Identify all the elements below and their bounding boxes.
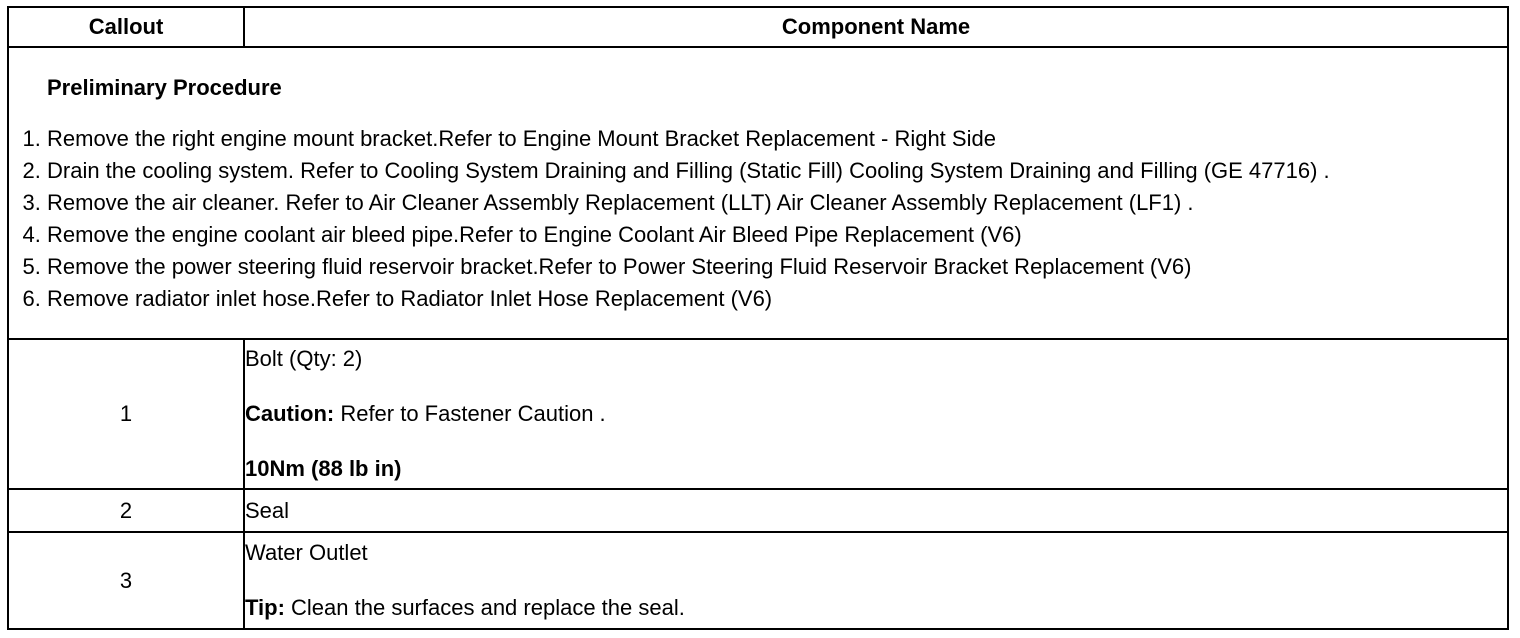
- header-callout: Callout: [8, 7, 244, 47]
- preliminary-row: [8, 47, 1508, 339]
- preliminary-step-3: 3. Remove the air cleaner. Refer to Air Cleaner Assembly Replacement (LLT) Air Cleaner Assembly Replacement (LF1) .: [47, 187, 1507, 219]
- component-name: Bolt (Qty: 2): [245, 346, 363, 371]
- component-cell: [244, 532, 1508, 629]
- header-component-name: Component Name: [244, 7, 1508, 47]
- preliminary-step-6: 6. Remove radiator inlet hose.Refer to Radiator Inlet Hose Replacement (V6): [47, 283, 1507, 315]
- preliminary-step-4: 4. Remove the engine coolant air bleed pipe.Refer to Engine Coolant Air Bleed Pipe Replacement (V6): [47, 219, 1507, 251]
- table-row: [8, 339, 1508, 489]
- preliminary-step-5: 5. Remove the power steering fluid reservoir bracket.Refer to Power Steering Fluid Reservoir Bracket Replacement (V6): [47, 251, 1507, 283]
- preliminary-steps-list: [9, 123, 1507, 315]
- procedure-table: [7, 6, 1509, 630]
- caution-text: Refer to Fastener Caution .: [334, 401, 606, 426]
- callout-cell: 3: [8, 532, 244, 629]
- preliminary-procedure-title: Preliminary Procedure: [47, 75, 282, 100]
- tip-note: [245, 594, 1507, 622]
- torque-spec: 10Nm (88 lb in): [245, 456, 402, 481]
- caution-note: [245, 400, 1507, 428]
- preliminary-step-1: 1. Remove the right engine mount bracket.Refer to Engine Mount Bracket Replacement - Right Side: [47, 123, 1507, 155]
- callout-cell: 1: [8, 339, 244, 489]
- table-row: [8, 532, 1508, 629]
- tip-label: Tip:: [245, 595, 285, 620]
- preliminary-step-2: 2. Drain the cooling system. Refer to Cooling System Draining and Filling (Static Fill) Cooling System Draining and Filling (GE 47716) .: [47, 155, 1507, 187]
- component-cell: [244, 489, 1508, 532]
- component-cell: [244, 339, 1508, 489]
- component-name: Seal: [245, 497, 290, 523]
- table-row: [8, 489, 1508, 532]
- caution-label: Caution:: [245, 401, 335, 426]
- tip-text: Clean the surfaces and replace the seal.: [284, 595, 685, 620]
- callout-cell: 2: [8, 489, 244, 532]
- component-name: Water Outlet: [245, 540, 368, 565]
- header-row: [8, 7, 1508, 47]
- preliminary-procedure-cell: [8, 47, 1508, 339]
